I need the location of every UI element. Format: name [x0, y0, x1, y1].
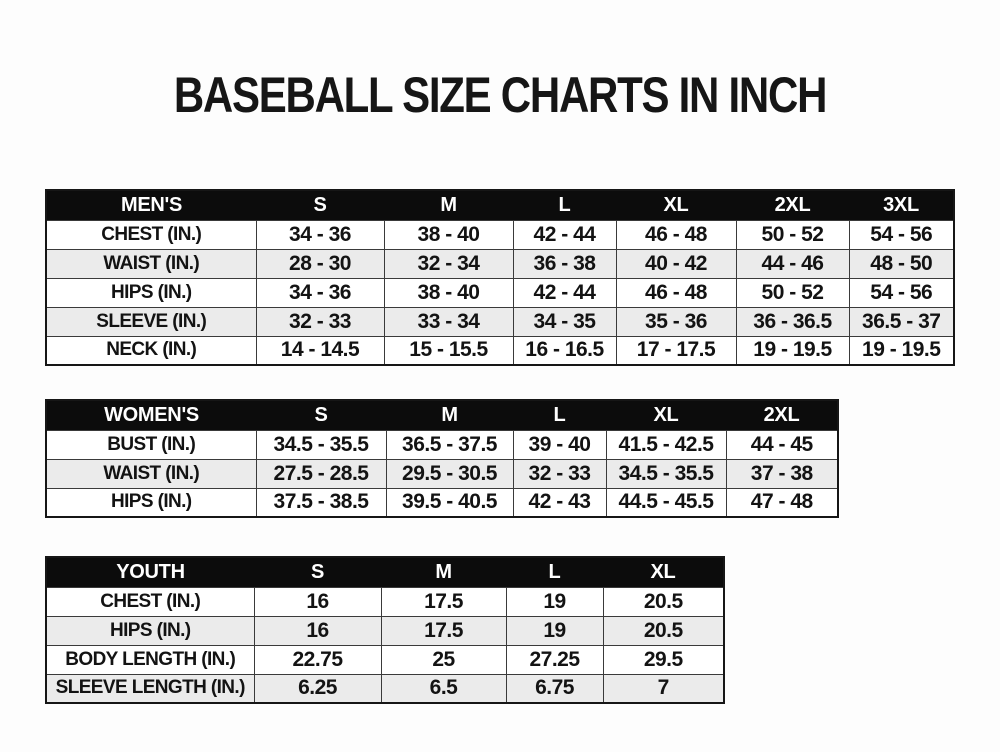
womens-size-table [45, 399, 839, 518]
mens-value-cell: 33 - 34 [384, 307, 513, 336]
mens-value-cell: 14 - 14.5 [256, 336, 384, 365]
mens-measurement-row [46, 336, 954, 365]
mens-measurement-row [46, 307, 954, 336]
womens-value-cell: 47 - 48 [726, 488, 838, 517]
mens-value-cell: 36.5 - 37 [849, 307, 954, 336]
mens-value-cell: 36 - 36.5 [736, 307, 849, 336]
youth-table [45, 556, 725, 704]
womens-value-cell: 39 - 40 [513, 430, 606, 459]
mens-value-cell: 40 - 42 [616, 249, 736, 278]
youth-value-cell: 17.5 [381, 616, 506, 645]
womens-row-label: BUST (IN.) [46, 430, 256, 459]
womens-value-cell: 34.5 - 35.5 [256, 430, 386, 459]
womens-measurement-row [46, 459, 838, 488]
youth-value-cell: 19 [506, 587, 603, 616]
youth-value-cell: 6.5 [381, 674, 506, 703]
womens-size-header-l: L [513, 400, 606, 430]
youth-value-cell: 25 [381, 645, 506, 674]
mens-header-row [46, 190, 954, 220]
womens-measurement-row [46, 430, 838, 459]
mens-value-cell: 34 - 36 [256, 278, 384, 307]
mens-group-label: MEN'S [46, 190, 256, 220]
youth-measurement-row [46, 616, 724, 645]
mens-size-header-m: M [384, 190, 513, 220]
youth-row-label: SLEEVE LENGTH (IN.) [46, 674, 254, 703]
youth-value-cell: 17.5 [381, 587, 506, 616]
mens-table [45, 189, 955, 366]
youth-value-cell: 16 [254, 616, 381, 645]
mens-value-cell: 17 - 17.5 [616, 336, 736, 365]
youth-measurement-row [46, 674, 724, 703]
mens-value-cell: 19 - 19.5 [736, 336, 849, 365]
mens-value-cell: 46 - 48 [616, 220, 736, 249]
mens-size-header-l: L [513, 190, 616, 220]
mens-size-header-s: S [256, 190, 384, 220]
mens-value-cell: 48 - 50 [849, 249, 954, 278]
womens-header-row [46, 400, 838, 430]
youth-row-label: CHEST (IN.) [46, 587, 254, 616]
womens-value-cell: 37.5 - 38.5 [256, 488, 386, 517]
mens-value-cell: 34 - 35 [513, 307, 616, 336]
womens-value-cell: 29.5 - 30.5 [386, 459, 513, 488]
mens-measurement-row [46, 249, 954, 278]
mens-value-cell: 54 - 56 [849, 220, 954, 249]
mens-value-cell: 46 - 48 [616, 278, 736, 307]
mens-value-cell: 50 - 52 [736, 220, 849, 249]
mens-value-cell: 16 - 16.5 [513, 336, 616, 365]
mens-value-cell: 32 - 33 [256, 307, 384, 336]
youth-row-label: HIPS (IN.) [46, 616, 254, 645]
mens-row-label: WAIST (IN.) [46, 249, 256, 278]
mens-value-cell: 19 - 19.5 [849, 336, 954, 365]
womens-value-cell: 39.5 - 40.5 [386, 488, 513, 517]
mens-value-cell: 42 - 44 [513, 278, 616, 307]
womens-size-header-m: M [386, 400, 513, 430]
mens-value-cell: 50 - 52 [736, 278, 849, 307]
mens-value-cell: 15 - 15.5 [384, 336, 513, 365]
womens-size-header-s: S [256, 400, 386, 430]
mens-value-cell: 44 - 46 [736, 249, 849, 278]
womens-measurement-row [46, 488, 838, 517]
youth-size-header-m: M [381, 557, 506, 587]
youth-size-header-xl: XL [603, 557, 724, 587]
youth-size-header-s: S [254, 557, 381, 587]
mens-value-cell: 38 - 40 [384, 220, 513, 249]
mens-size-header-2xl: 2XL [736, 190, 849, 220]
womens-value-cell: 44 - 45 [726, 430, 838, 459]
youth-value-cell: 6.25 [254, 674, 381, 703]
womens-value-cell: 41.5 - 42.5 [606, 430, 726, 459]
youth-value-cell: 20.5 [603, 616, 724, 645]
womens-size-header-2xl: 2XL [726, 400, 838, 430]
youth-value-cell: 27.25 [506, 645, 603, 674]
mens-value-cell: 34 - 36 [256, 220, 384, 249]
youth-size-table [45, 556, 725, 704]
mens-value-cell: 28 - 30 [256, 249, 384, 278]
youth-value-cell: 22.75 [254, 645, 381, 674]
womens-value-cell: 32 - 33 [513, 459, 606, 488]
womens-size-header-xl: XL [606, 400, 726, 430]
mens-measurement-row [46, 220, 954, 249]
mens-size-header-3xl: 3XL [849, 190, 954, 220]
youth-size-header-l: L [506, 557, 603, 587]
mens-value-cell: 54 - 56 [849, 278, 954, 307]
youth-value-cell: 20.5 [603, 587, 724, 616]
womens-row-label: HIPS (IN.) [46, 488, 256, 517]
youth-measurement-row [46, 587, 724, 616]
youth-value-cell: 7 [603, 674, 724, 703]
womens-value-cell: 44.5 - 45.5 [606, 488, 726, 517]
youth-group-label: YOUTH [46, 557, 254, 587]
womens-value-cell: 42 - 43 [513, 488, 606, 517]
mens-value-cell: 32 - 34 [384, 249, 513, 278]
youth-value-cell: 19 [506, 616, 603, 645]
womens-value-cell: 36.5 - 37.5 [386, 430, 513, 459]
mens-value-cell: 38 - 40 [384, 278, 513, 307]
youth-value-cell: 29.5 [603, 645, 724, 674]
youth-row-label: BODY LENGTH (IN.) [46, 645, 254, 674]
mens-row-label: HIPS (IN.) [46, 278, 256, 307]
mens-value-cell: 36 - 38 [513, 249, 616, 278]
youth-value-cell: 6.75 [506, 674, 603, 703]
womens-value-cell: 27.5 - 28.5 [256, 459, 386, 488]
womens-group-label: WOMEN'S [46, 400, 256, 430]
page-title: BASEBALL SIZE CHARTS IN INCH [173, 67, 827, 123]
mens-size-table [45, 189, 955, 366]
youth-value-cell: 16 [254, 587, 381, 616]
mens-row-label: NECK (IN.) [46, 336, 256, 365]
mens-row-label: SLEEVE (IN.) [46, 307, 256, 336]
womens-value-cell: 34.5 - 35.5 [606, 459, 726, 488]
mens-value-cell: 42 - 44 [513, 220, 616, 249]
womens-value-cell: 37 - 38 [726, 459, 838, 488]
womens-table [45, 399, 839, 518]
mens-measurement-row [46, 278, 954, 307]
mens-value-cell: 35 - 36 [616, 307, 736, 336]
womens-row-label: WAIST (IN.) [46, 459, 256, 488]
mens-row-label: CHEST (IN.) [46, 220, 256, 249]
youth-header-row [46, 557, 724, 587]
youth-measurement-row [46, 645, 724, 674]
mens-size-header-xl: XL [616, 190, 736, 220]
